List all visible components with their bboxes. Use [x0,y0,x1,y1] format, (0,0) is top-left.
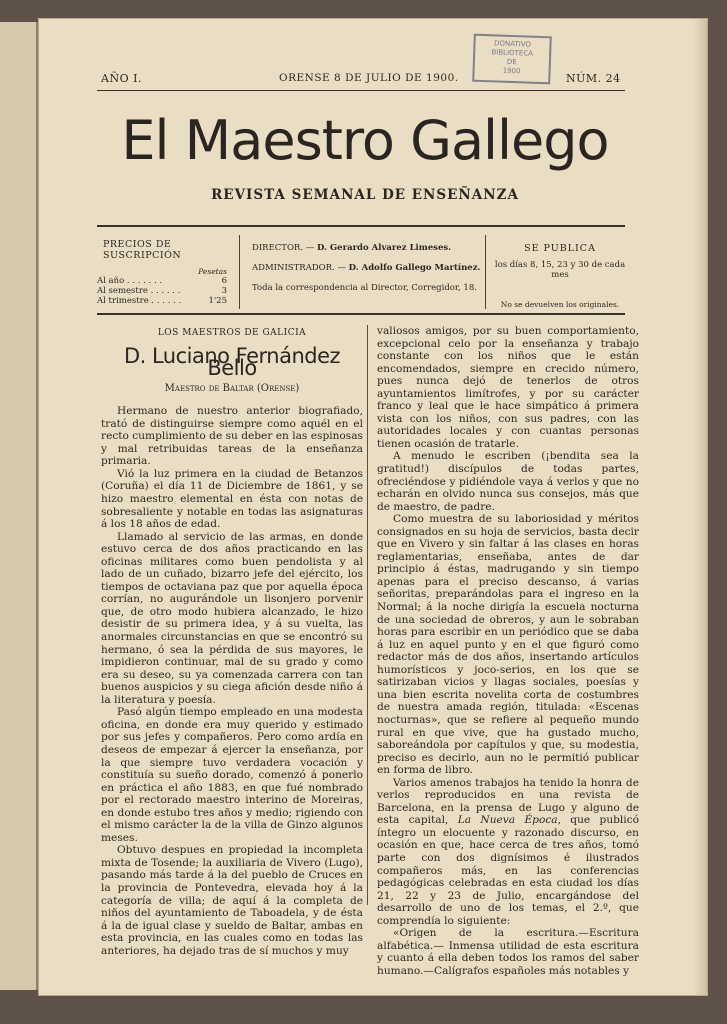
publishes-title: SE PUBLICA [524,243,596,254]
header-rule [97,90,625,91]
stamp-line: DONATIVO [493,39,532,49]
director-line: DIRECTOR. — D. Gerardo Alvarez Limeses. [252,243,452,253]
left-column [101,325,363,957]
price-label: Al semestre . . . . . . [97,286,181,296]
price-row [97,296,227,306]
price-row [97,276,227,286]
originals-note: No se devuelven los originales. [500,300,620,309]
director-label: DIRECTOR. [252,243,304,253]
newspaper-page [38,18,708,996]
right-column [377,325,639,977]
place-date: ORENSE 8 DE JULIO DE 1900. [279,72,459,84]
stamp-line: 1900 [502,66,521,76]
price-value: 1'25 [208,296,227,306]
price-value: 6 [221,276,227,286]
subscription-prices [97,239,227,306]
paragraph: Pasó algún tiempo empleado en una modesta oficina, en donde era muy querido y estimado por sus jefes y compañeros. Pero como ardía en deseos de empezar á ejercer la enseñanza, por la que siempre tuvo verdadera vocación y constituía su sueño dorado, comenzó á ponerlo en práctica el año 1883, en que fué nombrado por el rectorado maestro interino de Moreiras, en donde estubo tres años y medio; rigiendo con el mismo carácter la de la villa de Ginzo algunos meses. [101,706,363,844]
correspondence-note: Toda la correspondencia al Director, Corregidor, 18. [252,283,477,293]
paragraph: valiosos amigos, por su buen comportamiento, excepcional celo por la enseñanza y trabajo constante con los niños que le están encomendados, siempre en crecido número, pues nunca dejó de tenerlos de otros ayuntamientos limítrofes, y por su carácter franco y leal que le hace simpático á primera vista con los niños, con sus padres, con las autoridades locales y con cuantas personas tienen ocasión de tratarle. [377,325,639,450]
price-row [97,286,227,296]
prices-title: PRECIOS DE SUSCRIPCIÓN [103,239,182,261]
page-shadow [693,19,707,995]
director-name: D. Gerardo Alvarez Limeses. [316,243,452,253]
price-value: 3 [221,286,227,296]
infobox-bottom-rule [97,313,625,315]
paragraph: «Origen de la escritura.—Escritura alfabética.— Inmensa utilidad de esta escritura y cuanto á ella deben todos los ramos del saber humano.—Calígrafos españoles más notables y [377,927,639,977]
paragraph [377,777,639,928]
column-divider [367,325,368,905]
article-role: Maestro de Baltar (Orense) [164,382,300,394]
issue-number: NÚM. 24 [566,72,621,85]
masthead-title: El Maestro Gallego [121,109,609,172]
staff-info [252,243,484,293]
paragraph: Vió la luz primera en la ciudad de Betanzos (Coruña) el día 11 de Diciembre de 1861, y se hizo maestro elemental en ésta con notas de sobresaliente y notable en todas las asignaturas á los 18 años de edad. [101,467,363,531]
article-name: D. Luciano Fernández Bello [123,343,341,381]
paragraph: Hermano de nuestro anterior biografiado, trató de distinguirse siempre como aquél en el recto cumplimiento de su deber en las espinosas y mal retribuidas tareas de la enseñanza primaria. [101,405,363,468]
paragraph: Obtuvo despues en propiedad la incompleta mixta de Tosende; la auxiliaria de Vivero (Lugo), pasando más tarde á la del pueblo de Cruces en la provincia de Pontevedra, elevada hoy á la categoría de villa; de aquí á la completa de niños del ayuntamiento de Taboadela, y de ésta á la de igual clase y sueldo de Baltar, ambas en esta provincia, en las cuales como en todas las anteriores, ha dejado tras de sí muchos y muy [101,844,363,957]
admin-name: D. Adolfo Gallego Martínez. [348,263,481,273]
paragraph: Como muestra de su laboriosidad y méritos consignados en su hoja de servicios, basta decir que en Vivero y sin faltar á las clases en horas reglamentarias, enseñaba, antes de dar principio á éstas, madrugando y sin tiempo apenas para el preciso descanso, á varias señoritas, preparándolas para el ingreso en la Normal; á la noche dirigía la escuela nocturna de una sociedad de obreros, y aun le sobraban horas para escribir en un periódico que se daba á luz en aquel punto y en el que figuró como redactor más de dos años, insertando artículos humorísticos y joco-serios, en los que se satirizaban vicios y llagas sociales, poesías y una bien escrita novelita corta de costumbres de nuestra amada región, titulada: «Escenas nocturnas», que se refiere al pequeño mundo rural en que vive, que ha gustado mucho, saboreándola por capítulos y que, su modestia, preciso es decirlo, aun no le permitió publicar en forma de libro. [377,513,639,777]
price-label: Al año . . . . . . . [97,276,163,286]
publication-title: La Nueva Época [457,814,558,827]
issue-year: AÑO I. [101,72,142,85]
paragraph: A menudo le escriben (¡bendita sea la gratitud!) discípulos de todas partes, ofreciéndose y pidiéndole vaya á verlos y que no echarán en olvido nunca sus consejos, más que de maestro, de padre. [377,450,639,513]
masthead-subtitle: REVISTA SEMANAL DE ENSEÑANZA [211,187,519,203]
infobox-top-rule [97,225,625,227]
price-label: Al trimestre . . . . . . [97,296,182,306]
text-run: Varios amenos trabajos ha tenido la honra de verlos reproducidos en una revista de Barcelona, en la prensa de Lugo y alguno de esta capital, [377,776,639,827]
admin-label: ADMINISTRADOR. [252,263,335,273]
info-divider [485,235,486,309]
currency-label: Pesetas [198,267,227,276]
library-stamp [472,34,552,85]
admin-line: ADMINISTRADOR. — D. Adolfo Gallego Martínez. [252,263,481,273]
info-divider [239,235,240,309]
paragraph: Llamado al servicio de las armas, en donde estuvo cerca de dos años practicando en las oficinas militares como buen pendolista y al lado de un cuñado, bizarro jefe del ejército, los tiempos de octaviana paz que por aquella época corrían, no augurándole un lisonjero porvenir que, de otro modo hubiera alcanzado, le hizo desistir de su primera idea, y á su vuelta, las anormales circunstancias en que se encontró su hermano, ó sea la pérdida de sus mayores, le impidieron continuar, mal de su grado y como era su deseo, su ya comenzada carrera con tan buenos auspicios y su ciega afición desde niño á la literatura y poesía. [101,530,363,706]
stamp-line: DE [506,57,517,67]
text-run: , que publicó íntegro un elocuente y razonado discurso, en ocasión en que, hace cerca de tres años, tomó parte con dos dignísimos é ilustrados compañeros más, en las conferencias pedagógicas celebradas en esta ciudad los días 21, 22 y 23 de Julio, encargándose del desarrollo de uno de los temas, el 2.º, que comprendía lo siguiente: [377,814,640,927]
info-box [97,231,627,317]
publication-info [493,243,627,309]
previous-page-edge [0,22,38,990]
publishes-days: los días 8, 15, 23 y 30 de cada mes [494,260,626,280]
section-heading: LOS MAESTROS DE GALICIA [157,328,307,338]
stamp-line: BIBLIOTECA [491,48,534,58]
